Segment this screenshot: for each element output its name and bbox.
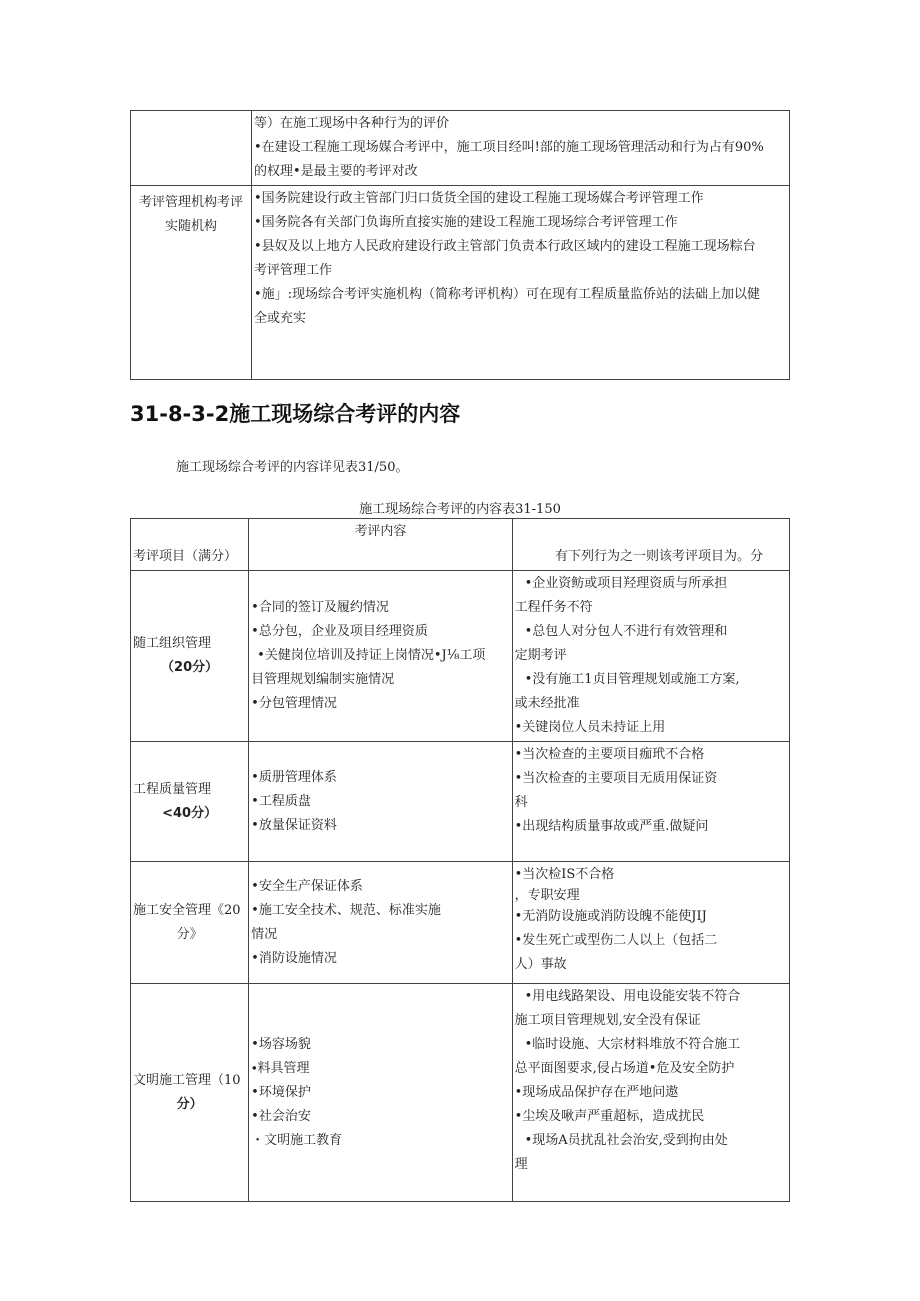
category-name: 施工安全管理《20 [133, 902, 241, 918]
violation-line: 或未经批准 [514, 696, 580, 711]
violation-line: 人）事故 [514, 957, 567, 972]
category-cell [131, 571, 249, 742]
table-row [131, 742, 790, 862]
violation-line: •临时设施、大宗材料堆放不符合施工 [524, 1037, 741, 1052]
category-cell [131, 984, 249, 1202]
table-row [131, 984, 790, 1202]
category-score: 分） [176, 1096, 203, 1112]
category-cell [131, 862, 249, 984]
cell-line: 全或充实 [254, 311, 307, 326]
violation-line: •无消防设施或消防设魄不能使JIJ [514, 909, 707, 924]
table-header-row [131, 519, 790, 571]
cell-line: 等）在施工现场中各种行为的评价 [254, 116, 450, 131]
table-row [131, 862, 790, 984]
violation-line: 定期考评 [514, 648, 567, 663]
cell-line: •国务院各有关部门负诲所直接实施的建设工程施工现场综合考评管理工作 [254, 215, 678, 230]
cell-line: •县奴及以上地方人民政府建设行政主管部门负责本行政区域内的建设工程施工现场粽台 [254, 239, 756, 254]
table-row [131, 111, 790, 186]
violation-cell [512, 862, 789, 984]
violation-line: •当次检查的主要项目痂玳不合格 [514, 747, 705, 762]
content-line: •关健岗位培训及持证上岗情况•J⅛工项 [257, 648, 486, 663]
intro-paragraph: 施工现场综合考评的内容详见表31/50。 [176, 460, 409, 475]
violation-line: •当次检查的主要项目无质用保证资 [514, 771, 718, 786]
violation-line: •总包人对分包人不进行有效管理和 [524, 624, 728, 639]
violation-line: •当次检IS不合格 [514, 867, 615, 882]
violation-line: 工程仟务不符 [514, 600, 593, 615]
category-cell [131, 742, 249, 862]
content-cell [249, 742, 512, 862]
violation-line: •现场成品保护存在严地问遨 [514, 1085, 679, 1100]
content-line: •放量保证资料 [251, 817, 337, 833]
content-cell [249, 571, 512, 742]
violation-line: •尘埃及啾声严重超标，造成扰民 [514, 1109, 705, 1124]
cell-line: 的权理•是最主要的考评对改 [254, 164, 418, 179]
cell-line: •在建设工程施工现场媒合考评中，施工项目经叫!部的施工现场管理活动和行为占有90% [254, 140, 764, 155]
content-line: ・文明施工教育 [251, 1132, 343, 1148]
category-score: 分》 [176, 926, 203, 942]
category-score: <40分） [162, 805, 218, 821]
content-line: •环境保护 [251, 1084, 311, 1100]
category-name: 文明施工管理（10 [133, 1072, 241, 1088]
violation-line: •出现结构质量事故或严重.做疑问 [514, 819, 709, 834]
content-line: •总分包，企业及项目经理资质 [251, 624, 428, 639]
content-line: •分包管理情况 [251, 696, 337, 711]
content-line: •工程质盘 [251, 793, 311, 809]
violation-line: 施工项目管理规划,安全没有保证 [514, 1013, 701, 1028]
violation-line: •没有施工1贞目管理规划或施工方案, [524, 672, 740, 687]
content-cell [249, 984, 512, 1202]
category-name: 随工组织管理 [133, 636, 212, 651]
violation-line: 理 [514, 1157, 528, 1172]
row-label: 考评管理机构考评实随机构 [138, 195, 243, 234]
violation-line: •发生死亡或型伤二人以上（包括二 [514, 933, 718, 948]
content-cell [249, 862, 512, 984]
violation-line: 科 [514, 795, 528, 810]
table-cell [252, 186, 790, 380]
violation-line: •现场A员扰乱社会治安,受到拘由处 [524, 1133, 728, 1148]
violation-cell [512, 984, 789, 1202]
violation-cell [512, 742, 789, 862]
violation-line: •用电线路架设、用电设能安装不符合 [524, 989, 741, 1004]
violation-line: •关键岗位人员未持证上用 [514, 720, 666, 735]
violation-line: 总平面图要求,侵占场道•危及安全防护 [514, 1061, 735, 1076]
content-line: •消防设施情况 [251, 950, 337, 966]
content-line: •社会治安 [251, 1108, 311, 1124]
violation-line: •企业资鲂或项目羟理资质与所承担 [524, 576, 728, 591]
violation-line: ，专职安理 [514, 888, 580, 903]
content-line: •场容场貌 [251, 1036, 311, 1052]
table-caption: 施工现场综合考评的内容表31-150 [359, 502, 561, 517]
table-cell [131, 186, 252, 380]
category-score: （20分） [161, 660, 219, 675]
content-line: •合同的签订及履约情况 [251, 600, 389, 615]
header-cell: 考评内容 [249, 519, 512, 571]
category-name: 工程质量管理 [133, 781, 212, 797]
violation-cell [512, 571, 789, 742]
top-table [130, 110, 790, 380]
table-row [131, 186, 790, 380]
header-cell: 有下列行为之一则该考评项目为。分 [512, 519, 789, 571]
cell-line: •国务院建设行政主管部门归口货货全国的建设工程施工现场媒合考评管理工作 [254, 191, 704, 206]
cell-line: 考评管理工作 [254, 263, 333, 278]
table-cell [252, 111, 790, 186]
content-line: •施工安全技术、规范、标准实施 [251, 902, 441, 918]
content-line: 情况 [251, 926, 278, 942]
header-cell: 考评项目（满分） [131, 519, 249, 571]
content-line: •质册管理体系 [251, 769, 337, 785]
content-line: ∙料具管理 [251, 1060, 310, 1076]
content-line: •安全生产保证体系 [251, 878, 363, 894]
table-row [131, 571, 790, 742]
cell-line: •施」:现场综合考评实施机构（简称考评机构）可在现有工程质量监侨站的法础上加以健 [254, 287, 761, 302]
main-table [130, 518, 790, 1202]
content-line: 目管理规划编制实施情况 [251, 672, 395, 687]
section-heading: 31-8-3-2施工现场综合考评的内容 [130, 402, 461, 426]
table-cell [131, 111, 252, 186]
